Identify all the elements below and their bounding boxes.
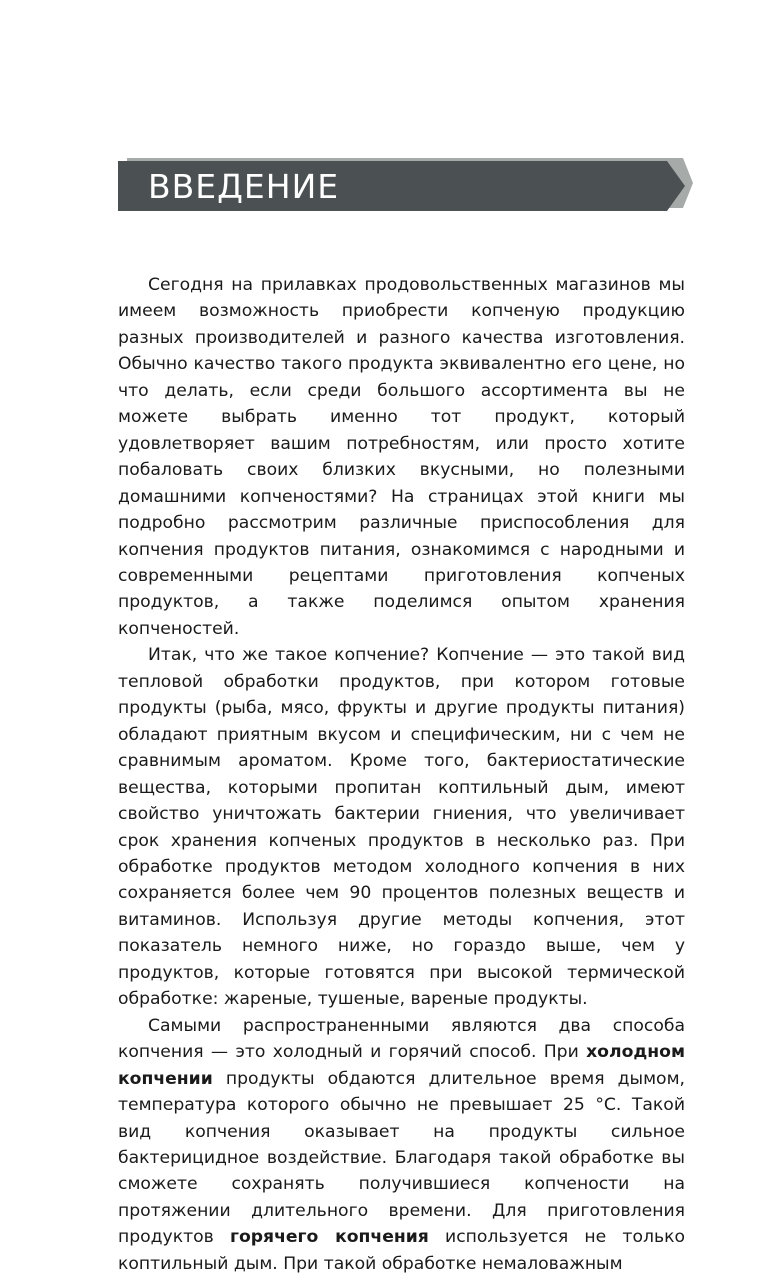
- term-cold-smoking: холодном копчении: [118, 1042, 685, 1089]
- chapter-title: ВВЕДЕНИЕ: [148, 167, 340, 206]
- paragraph-3-text-c: используется не только коптильный дым. При такой обработке немаловажным: [118, 1227, 685, 1274]
- chapter-heading-banner: [118, 158, 693, 214]
- paragraph-3: [118, 1013, 685, 1277]
- paragraph-3-text-b: продукты обдаются длительное время дымом, температура которого обычно не превышает 25 °С. Такой вид копчения оказывает на продукты сильное бактерицидное воздействие. Благодаря такой обработке вы сможете сохранять получившиеся копчености на протяжении длительного времени. Для приготовления продуктов: [118, 1068, 685, 1248]
- term-hot-smoking: горячего копчения: [229, 1227, 429, 1248]
- paragraph-2: Итак, что же такое копчение? Копчение — это такой вид тепловой обработки продуктов, при котором готовые продукты (рыба, мясо, фрукты и другие продукты питания) обладают приятным вкусом и специфическим, ни с чем не сравнимым ароматом. Кроме того, бактериостатические вещества, которыми пропитан коптильный дым, имеют свойство уничтожать бактерии гниения, что увеличивает срок хранения копченых продуктов в несколько раз. При обработке продуктов методом холодного копчения в них сохраняется более чем 90 процентов полезных веществ и витаминов. Используя другие методы копчения, этот показатель немного ниже, но гораздо выше, чем у продуктов, которые готовятся при высокой термической обработке: жареные, тушеные, вареные продукты.: [118, 645, 685, 1010]
- paragraph-3-text-a: Самыми распространенными являются два способа копчения — это холодный и горячий способ. При: [118, 1015, 685, 1063]
- paragraph-1: Сегодня на прилавках продовольственных магазинов мы имеем возможность приобрести копченую продукцию разных производителей и разного качества изготовления. Обычно качество такого продукта эквивалентно его цене, но что делать, если среди большого ассортимента вы не можете выбрать именно тот продукт, который удовлетворяет вашим потребностям, или просто хотите побаловать своих близких вкусными, но полезными домашними копченостями? На страницах этой книги мы подробно рассмотрим различные приспособления для копчения продуктов питания, ознакомимся с народными и современными рецептами приготовления копченых продуктов, а также поделимся опытом хранения копченостей.: [118, 275, 685, 639]
- body-text: [118, 272, 685, 1277]
